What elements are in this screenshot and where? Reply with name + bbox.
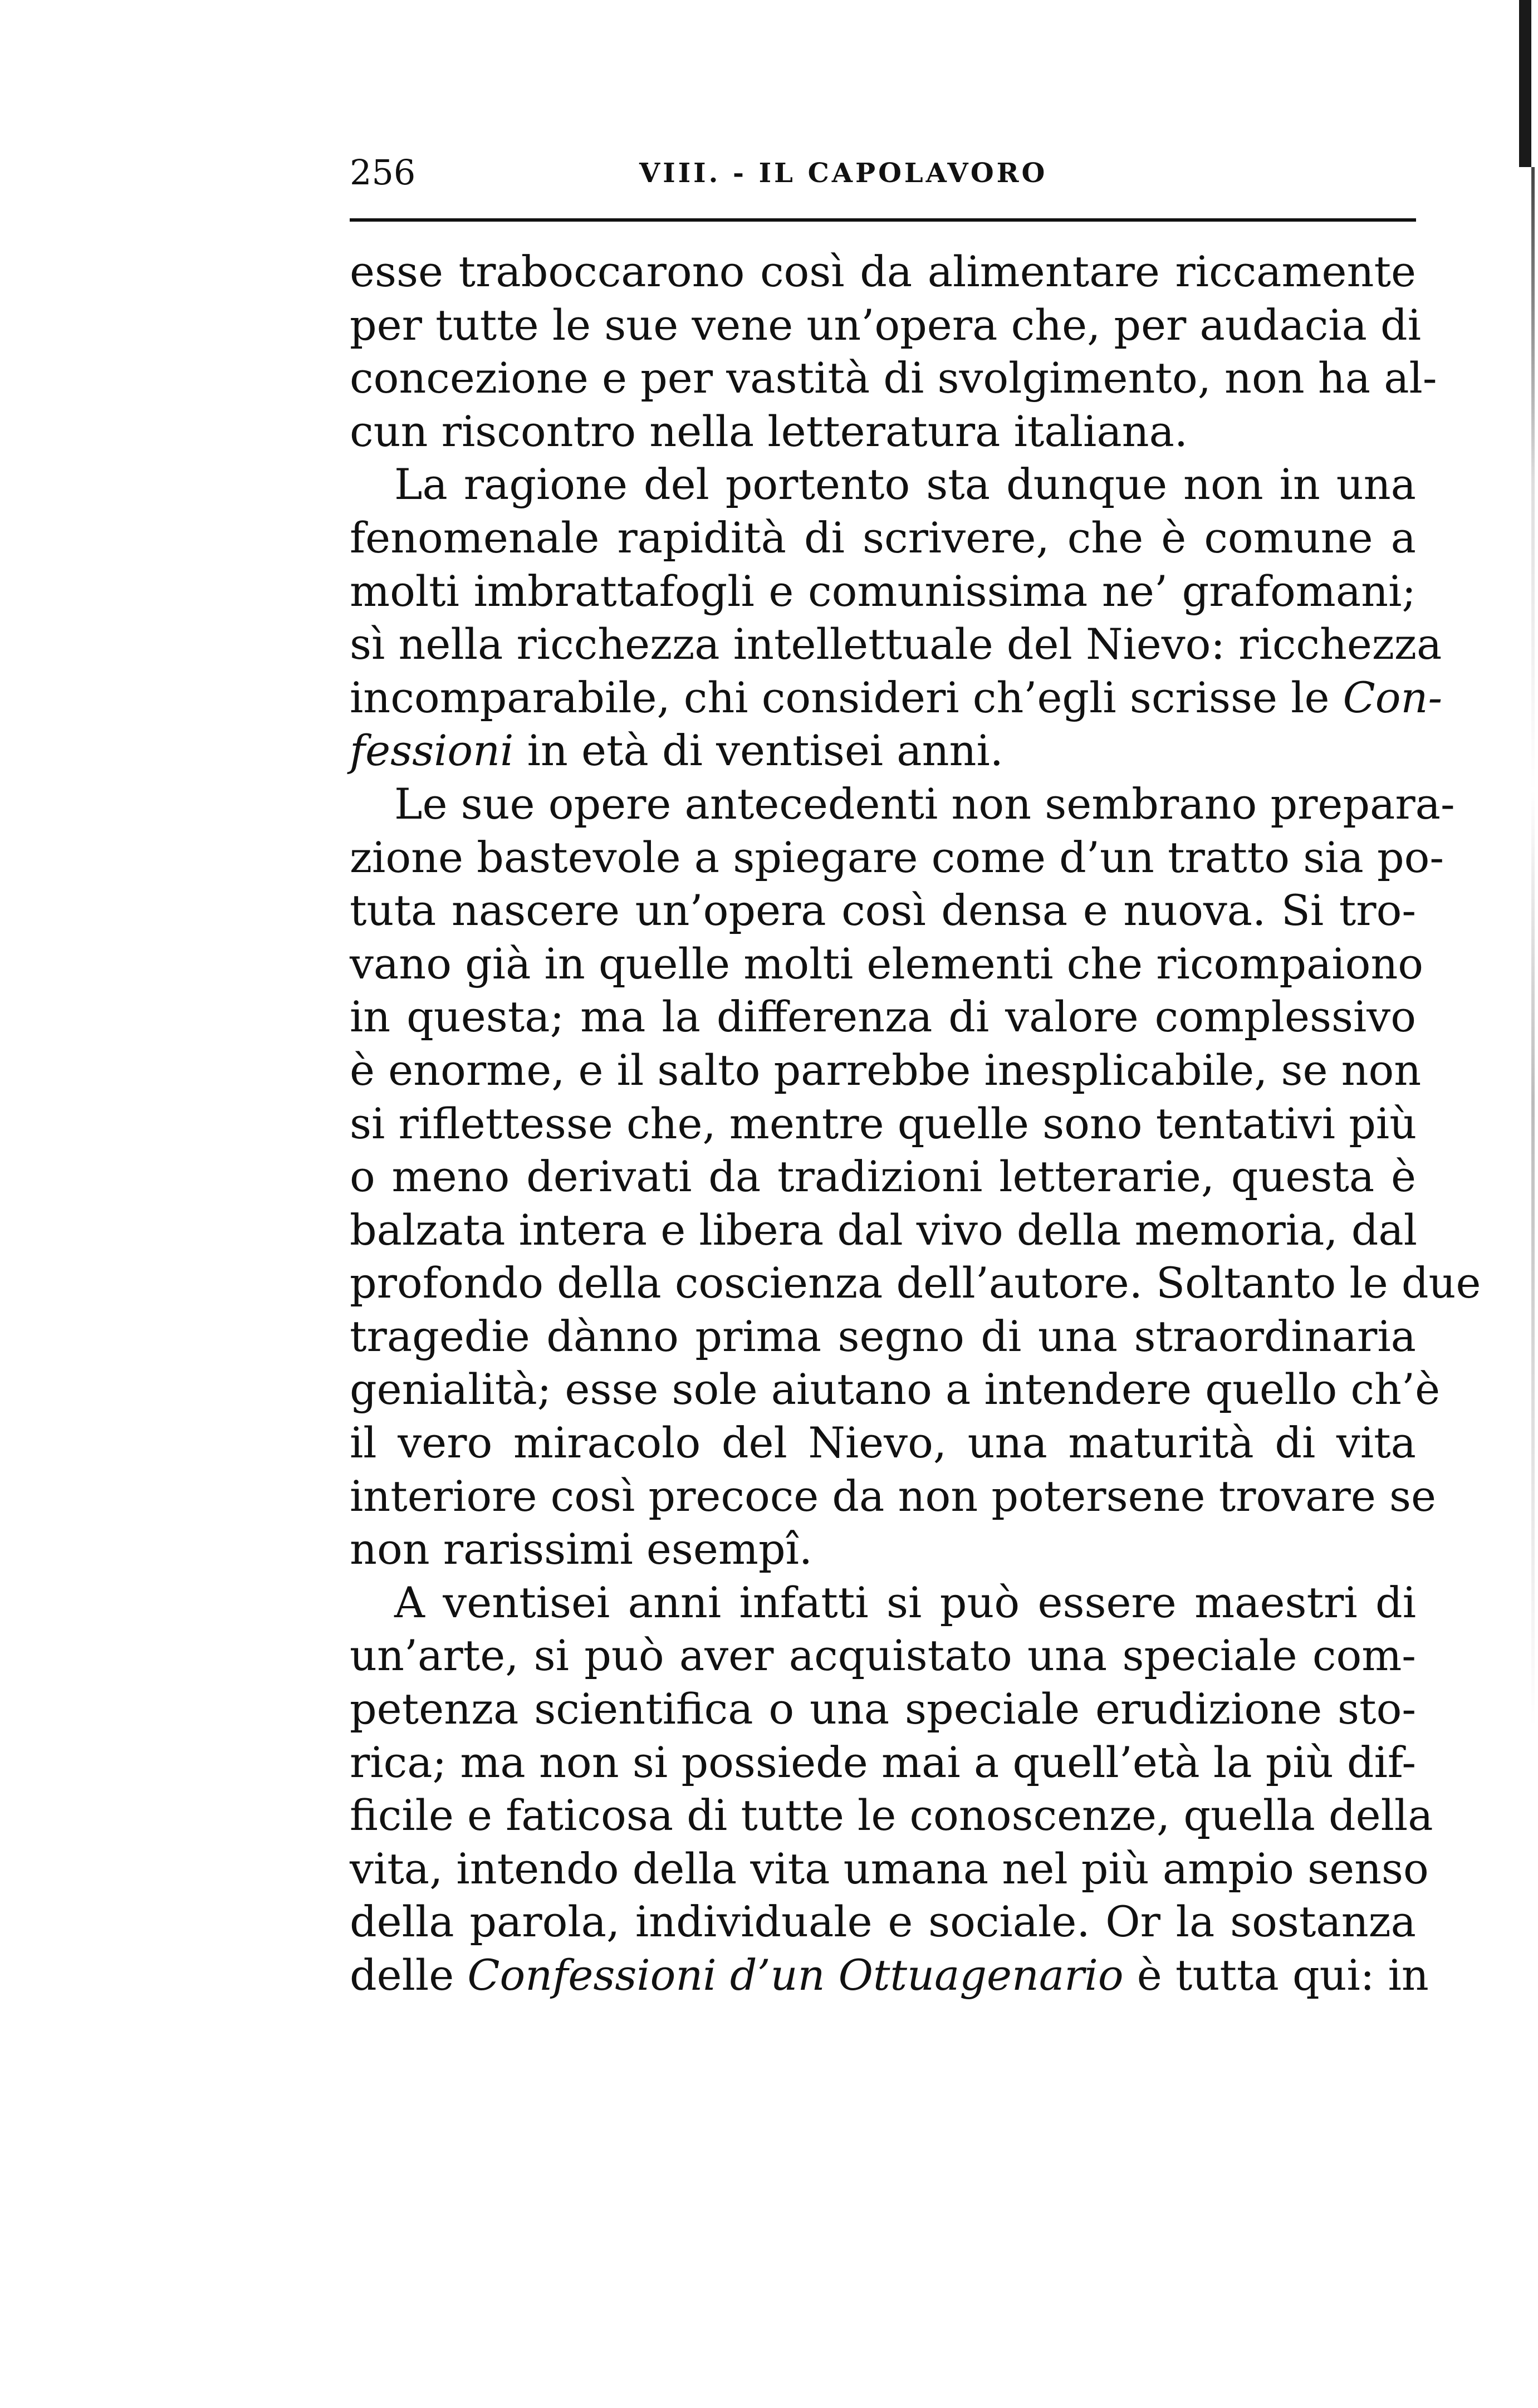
text-line (350, 724, 1416, 777)
text-line: zione bastevole a spiegare come d’un tratto sia po- (350, 832, 1444, 882)
page-number: 256 (350, 152, 416, 193)
text-line: in questa; ma la differenza di valore complessivo (350, 992, 1416, 1042)
italic-title: fessioni (350, 726, 514, 776)
text-line: concezione e per vastità di svolgimento, non ha al- (350, 353, 1437, 403)
header-rule (350, 218, 1416, 222)
text-line: vano già in quelle molti elementi che ricompaiono (350, 938, 1424, 988)
text-line: tragedie dànno prima segno di una straordinaria (350, 1311, 1416, 1361)
text-line: molti imbrattafogli e comunissima ne’ grafomani; (350, 566, 1416, 616)
text-line: sì nella ricchezza intellettuale del Nievo: ricchezza (350, 619, 1442, 669)
italic-title: Con- (1343, 672, 1443, 722)
text-line: per tutte le sue vene un’opera che, per audacia di (350, 300, 1422, 350)
text-line: fenomenale rapidità di scrivere, che è comune a (350, 512, 1416, 562)
text-line: non rarissimi esempî. (350, 1524, 813, 1574)
text-line: cun riscontro nella letteratura italiana. (350, 406, 1188, 456)
text-run: incomparabile, chi consideri ch’egli scrisse le (350, 672, 1343, 722)
text-line (350, 671, 1443, 725)
text-line: Le sue opere antecedenti non sembrano prepara- (394, 779, 1455, 829)
text-run: in età di ventisei anni. (513, 726, 1003, 776)
scan-edge-line (1531, 167, 1535, 1726)
scan-edge-shadow (1519, 0, 1531, 167)
text-line: o meno derivati da tradizioni letterarie, questa è (350, 1152, 1416, 1202)
text-line: balzata intera e libera dal vivo della memoria, dal (350, 1205, 1417, 1255)
text-line: è enorme, e il salto parrebbe inesplicabile, se non (350, 1045, 1422, 1095)
text-line: esse traboccarono così da alimentare riccamente (350, 247, 1416, 296)
text-run: è tutta qui: in (1123, 1950, 1429, 2000)
page-header (350, 150, 1416, 212)
text-line: tuta nascere un’opera così densa e nuova. Si tro- (350, 885, 1416, 936)
text-line: petenza scientifica o una speciale erudizione sto- (350, 1684, 1416, 1734)
text-line: si riflettesse che, mentre quelle sono tentativi più (350, 1098, 1417, 1148)
text-line: ficile e faticosa di tutte le conoscenze, quella della (350, 1790, 1433, 1841)
text-line: profondo della coscienza dell’autore. Soltanto le due (350, 1258, 1481, 1308)
text-line: La ragione del portento sta dunque non in una (394, 459, 1416, 510)
text-line: vita, intendo della vita umana nel più ampio senso (350, 1843, 1429, 1893)
running-head: VIII. - IL CAPOLAVORO (639, 158, 1048, 189)
text-line: un’arte, si può aver acquistato una speciale com- (350, 1631, 1416, 1681)
body-text (350, 245, 1481, 2002)
text-line: rica; ma non si possiede mai a quell’età la più dif- (350, 1737, 1416, 1787)
text-line: genialità; esse sole aiutano a intendere quello ch’è (350, 1364, 1441, 1415)
text-line: interiore così precoce da non potersene trovare se (350, 1471, 1436, 1521)
text-run: delle (350, 1950, 468, 2000)
text-line (350, 1949, 1429, 2002)
italic-title: Confessioni d’un Ottuagenario (467, 1950, 1124, 2000)
text-line: A ventisei anni infatti si può essere maestri di (394, 1577, 1416, 1627)
text-line: il vero miracolo del Nievo, una maturità di vita (350, 1418, 1416, 1468)
text-line: della parola, individuale e sociale. Or la sostanza (350, 1897, 1416, 1947)
